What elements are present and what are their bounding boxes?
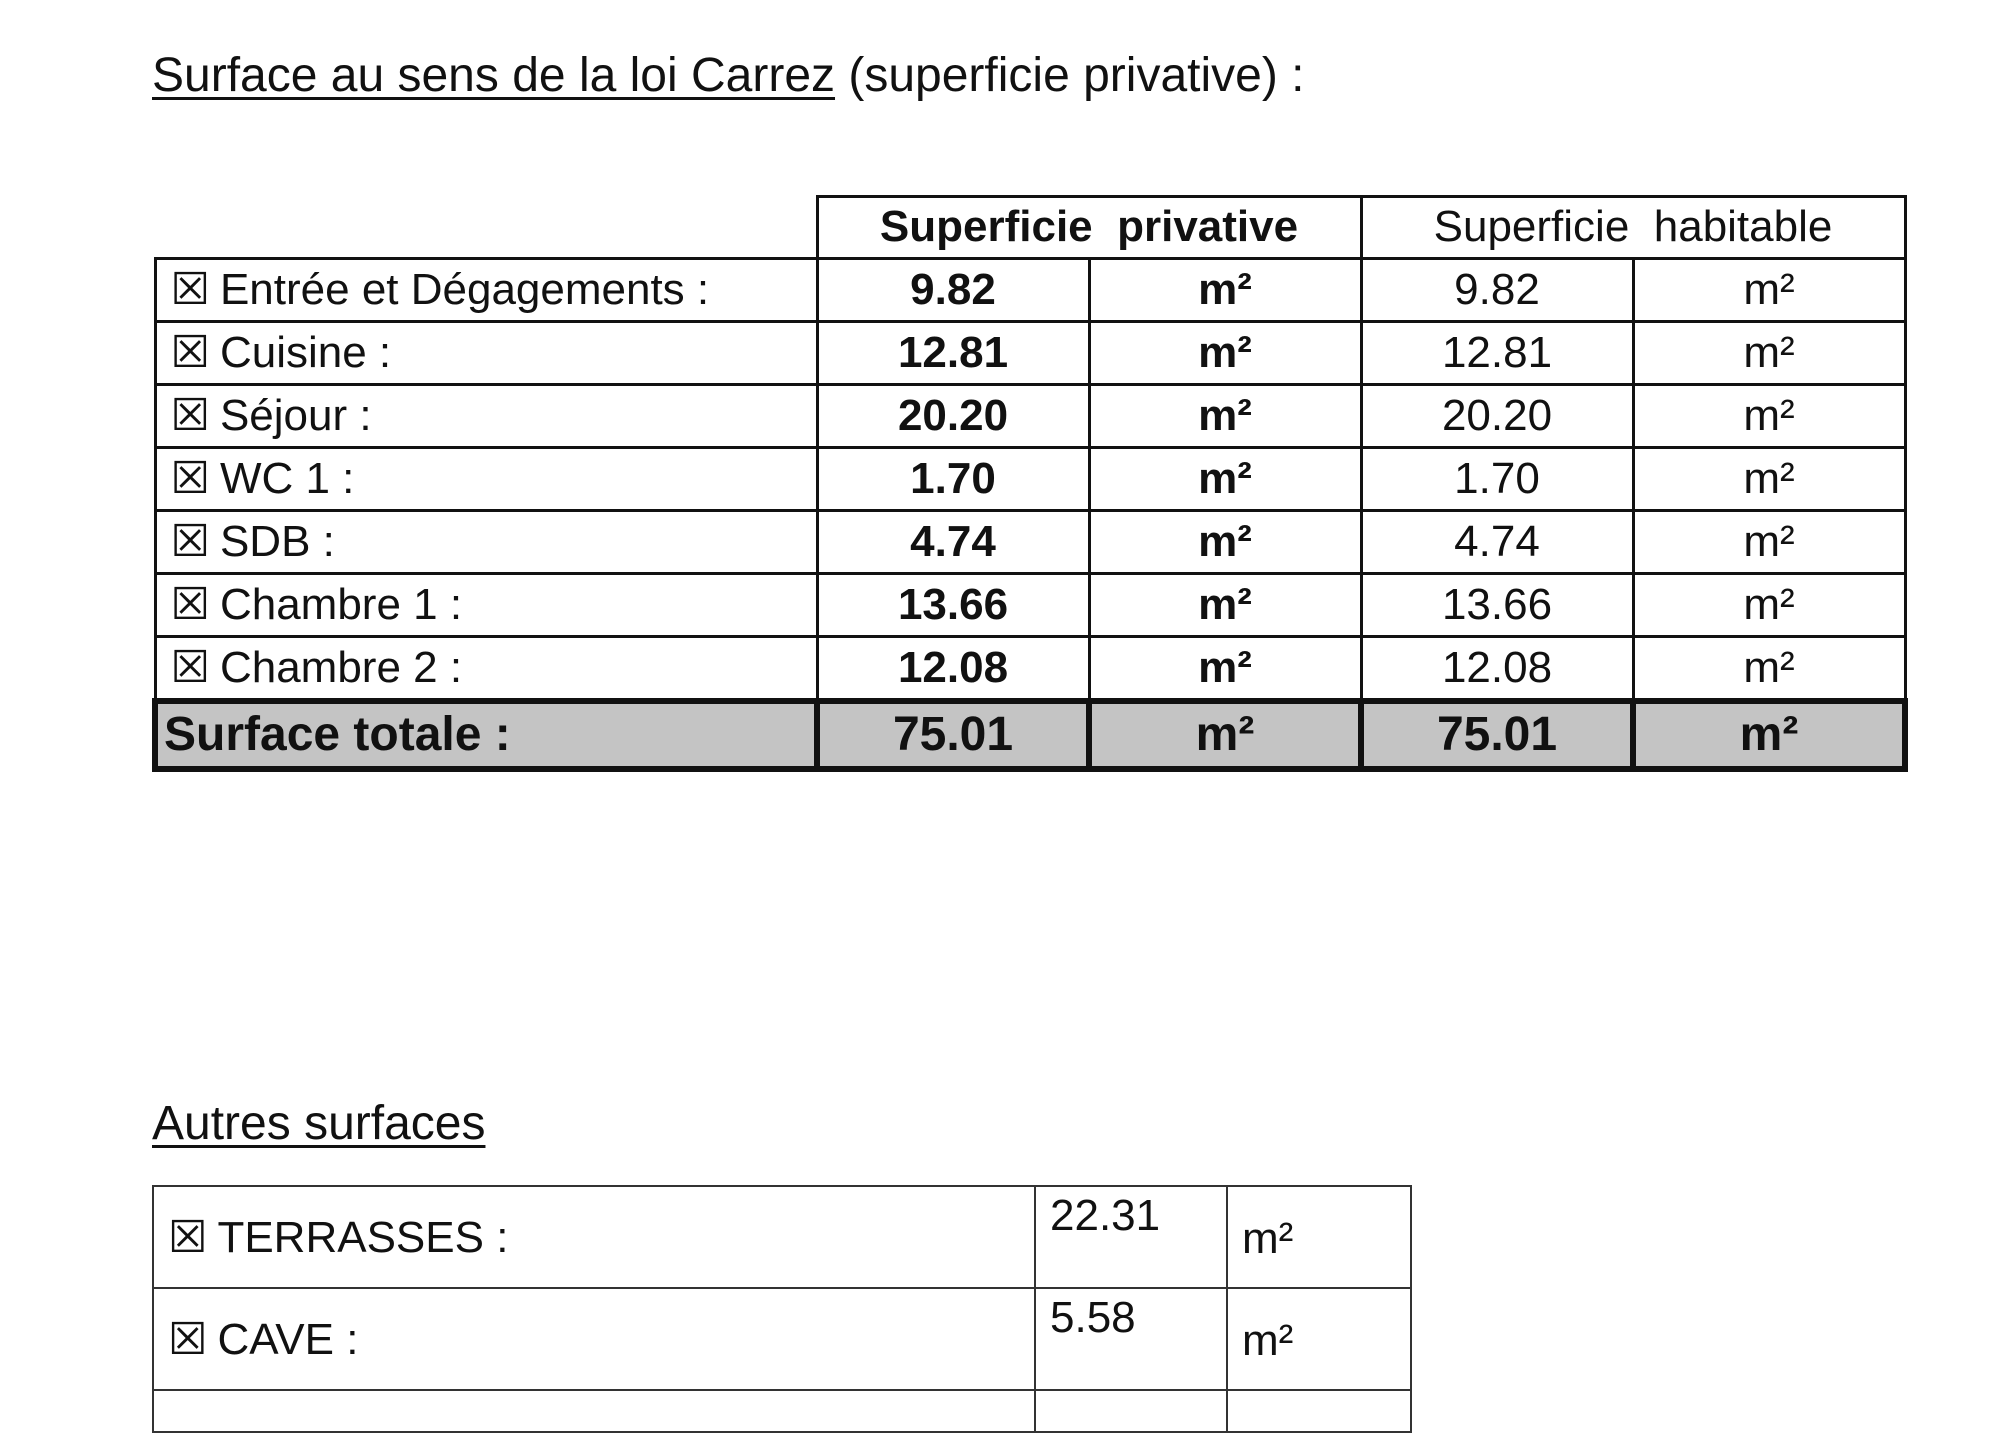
total-row	[155, 701, 1905, 769]
total-privative-unit: m²	[1089, 701, 1361, 769]
privative-value: 20.20	[817, 384, 1089, 447]
room-label: ☒ Chambre 2 :	[155, 636, 817, 701]
title-underlined: Surface au sens de la loi Carrez	[152, 49, 836, 102]
habitable-value: 12.81	[1361, 321, 1633, 384]
room-label: ☒ Cuisine :	[155, 321, 817, 384]
list-item	[153, 1186, 1411, 1288]
privative-unit: m²	[1089, 321, 1361, 384]
privative-unit: m²	[1089, 384, 1361, 447]
total-label: Surface totale :	[155, 701, 817, 769]
table-row	[155, 573, 1905, 636]
table-row-cut-off	[153, 1390, 1411, 1432]
carrez-surface-table	[152, 195, 1908, 772]
checked-box-icon: ☒	[170, 327, 210, 377]
room-label: ☒ Séjour :	[155, 384, 817, 447]
checked-box-icon: ☒	[170, 516, 210, 566]
checked-box-icon: ☒	[170, 264, 210, 314]
header-superficie-privative: Superficie privative	[817, 197, 1361, 259]
habitable-value: 1.70	[1361, 447, 1633, 510]
habitable-unit: m²	[1633, 447, 1905, 510]
table-row	[155, 384, 1905, 447]
habitable-unit: m²	[1633, 510, 1905, 573]
total-privative-value: 75.01	[817, 701, 1089, 769]
room-label: ☒ Entrée et Dégagements :	[155, 258, 817, 321]
surface-label: ☒ TERRASSES :	[153, 1186, 1035, 1288]
privative-value: 12.08	[817, 636, 1089, 701]
checked-box-icon: ☒	[170, 579, 210, 629]
table-row	[155, 321, 1905, 384]
list-item	[153, 1288, 1411, 1390]
surface-unit: m²	[1227, 1288, 1411, 1390]
habitable-unit: m²	[1633, 258, 1905, 321]
privative-unit: m²	[1089, 510, 1361, 573]
table-row	[155, 510, 1905, 573]
table-row	[155, 447, 1905, 510]
privative-unit: m²	[1089, 258, 1361, 321]
habitable-unit: m²	[1633, 384, 1905, 447]
privative-unit: m²	[1089, 573, 1361, 636]
privative-unit: m²	[1089, 636, 1361, 701]
checked-box-icon: ☒	[170, 390, 210, 440]
surface-value: 5.58	[1035, 1288, 1227, 1390]
total-habitable-value: 75.01	[1361, 701, 1633, 769]
habitable-value: 13.66	[1361, 573, 1633, 636]
page-title	[152, 46, 1305, 106]
surface-unit: m²	[1227, 1186, 1411, 1288]
room-label: ☒ Chambre 1 :	[155, 573, 817, 636]
checked-box-icon: ☒	[168, 1212, 208, 1262]
surface-value: 22.31	[1035, 1186, 1227, 1288]
privative-unit: m²	[1089, 447, 1361, 510]
privative-value: 4.74	[817, 510, 1089, 573]
habitable-unit: m²	[1633, 636, 1905, 701]
habitable-unit: m²	[1633, 573, 1905, 636]
table-header-row	[155, 197, 1905, 259]
habitable-value: 20.20	[1361, 384, 1633, 447]
privative-value: 1.70	[817, 447, 1089, 510]
surface-label: ☒ CAVE :	[153, 1288, 1035, 1390]
habitable-value: 12.08	[1361, 636, 1633, 701]
room-label: ☒ SDB :	[155, 510, 817, 573]
autres-surfaces-title: Autres surfaces	[152, 1097, 486, 1150]
privative-value: 12.81	[817, 321, 1089, 384]
habitable-unit: m²	[1633, 321, 1905, 384]
checked-box-icon: ☒	[170, 642, 210, 692]
header-superficie-habitable: Superficie habitable	[1361, 197, 1905, 259]
privative-value: 13.66	[817, 573, 1089, 636]
table-row	[155, 636, 1905, 701]
checked-box-icon: ☒	[168, 1314, 208, 1364]
autres-surfaces-table	[152, 1185, 1412, 1433]
title-rest: (superficie privative) :	[835, 49, 1305, 102]
habitable-value: 9.82	[1361, 258, 1633, 321]
table-row	[155, 258, 1905, 321]
habitable-value: 4.74	[1361, 510, 1633, 573]
room-label: ☒ WC 1 :	[155, 447, 817, 510]
total-habitable-unit: m²	[1633, 701, 1905, 769]
privative-value: 9.82	[817, 258, 1089, 321]
checked-box-icon: ☒	[170, 453, 210, 503]
